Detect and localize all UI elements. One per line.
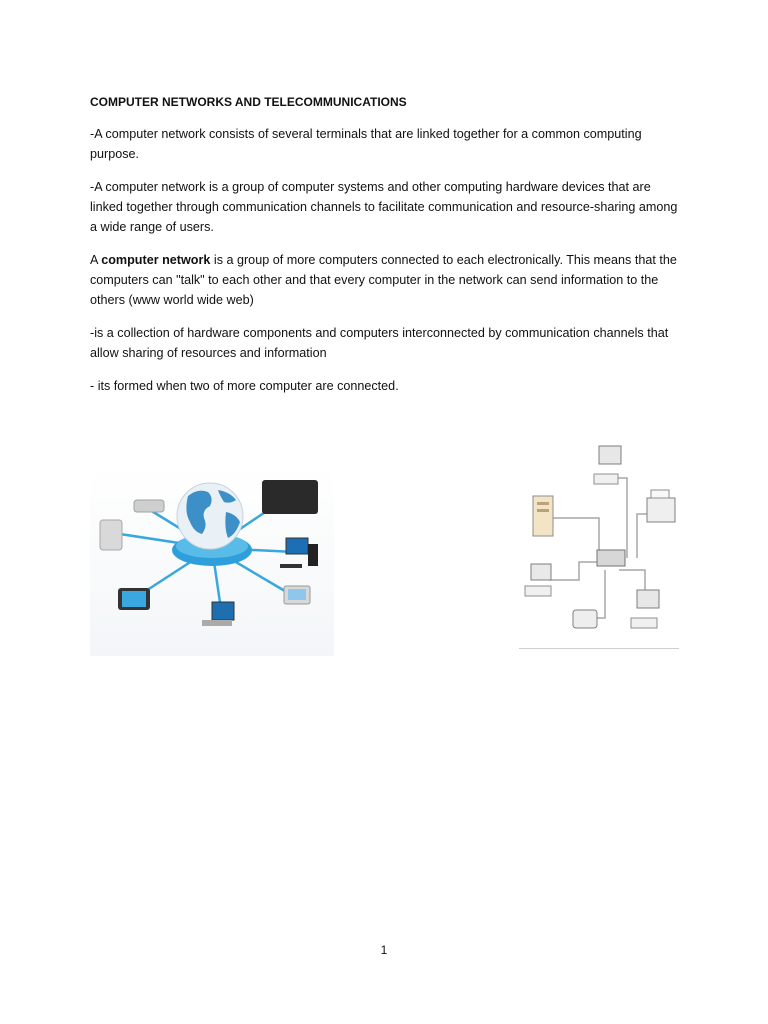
paragraph-3-prefix: A <box>90 253 102 267</box>
paragraph-2: -A computer network is a group of computer systems and other computing hardware devices that are linked together through communication channels to facilitate communication and resource-sharing among a wide range of users. <box>90 180 678 234</box>
paragraph-5: - its formed when two of more computer are connected. <box>90 379 399 393</box>
network-topology-illustration <box>519 440 679 649</box>
paragraph-1: -A computer network consists of several terminals that are linked together for a common computing purpose. <box>90 127 642 161</box>
paragraph-3-bold-term: computer network <box>101 253 211 267</box>
paragraph-4: -is a collection of hardware components and computers interconnected by communication channels that allow sharing of resources and information <box>90 326 669 360</box>
globe-network-icon <box>90 466 334 656</box>
document-title: COMPUTER NETWORKS AND TELECOMMUNICATIONS <box>90 95 407 109</box>
paragraph-3-rest: is a group of more computers connected to each electronically. This means that the computers can "talk" to each other and that every computer in the network can send information to the others (www world wide web) <box>90 253 677 307</box>
network-topology-diagram <box>519 440 679 648</box>
globe-network-illustration <box>90 466 334 656</box>
page-number: 1 <box>380 943 388 957</box>
paragraph-3 <box>90 250 680 310</box>
document-body <box>90 94 680 409</box>
